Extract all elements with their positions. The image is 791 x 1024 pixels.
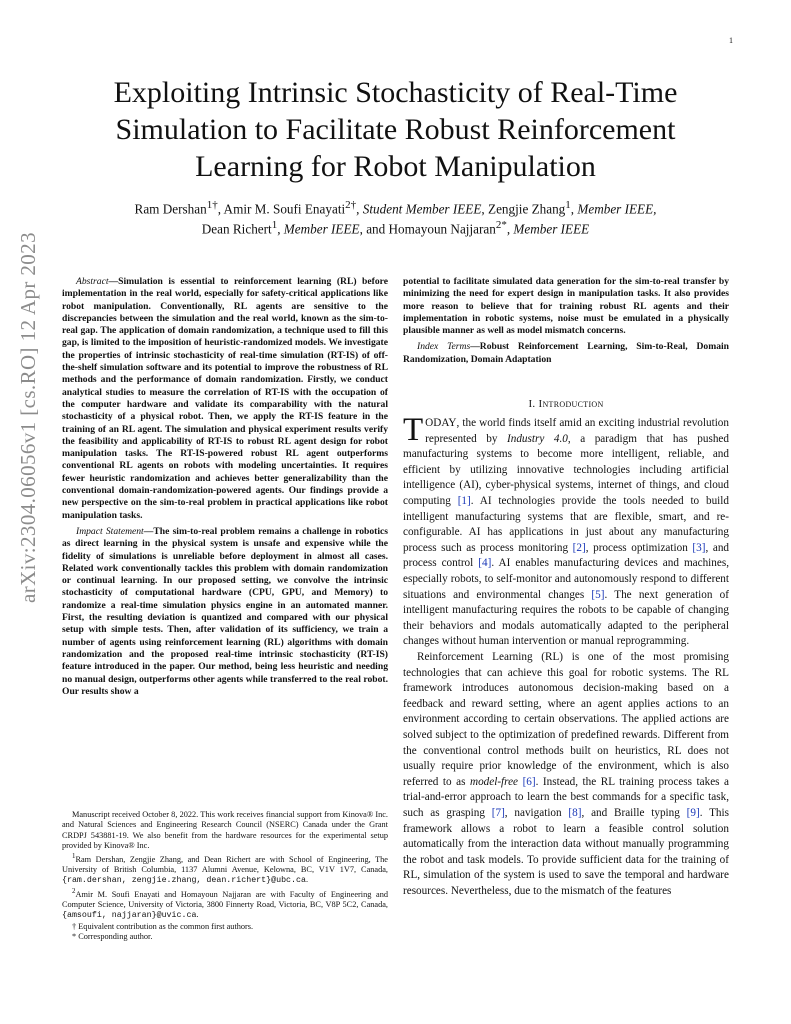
abstract-text: —Simulation is essential to reinforcement learning (RL) before implementation in the real world, especially for safety-critical applications like robot manipulation. Conventionally, RL agents are sensitive to the discrepancies between the simulation and the real world, known as the sim-to-real gap. The application of domain randomization, a technique used to fill this gap, is limited to the imposition of heuristic-randomized models. We investigate the properties of intrinsic stochasticity of real-time simulation (RT-IS) of off-the-shelf simulation software and its potential to improve the robustness of RL methods and the performance of domain randomization. Firstly, we conduct analytical studies to measure the correlation of RT-IS with the occupation of the computer hardware and validate its comparability with the natural stochasticity of a physical robot. Then, we apply the RT-IS feature in the training of an RL agent. The simulation and physical experiment results verify the feasibility and applicability of RT-IS to robust RL agent design for robot manipulation tasks. The RT-IS-powered robust RL agent outperforms conventional RL agents on robots with modeling uncertainties. It requires fewer heuristic randomization and achieves better generalizability than the conventional domain-randomization-powered agents. Our findings provide a new perspective on the sim-to-real problem in practical applications like robot manipulation tasks. [62, 276, 388, 521]
citation-link[interactable]: [9] [686, 806, 700, 819]
impact-statement [62, 526, 388, 698]
section-numeral: I. [528, 398, 536, 411]
author-membership: Member IEEE, [577, 201, 657, 217]
page-number: 1 [729, 36, 733, 45]
author-list: Ram Dershan$^{1\dagger}$, Amir M. Soufi Enayati$^{2\dagger}$, Student Member IEEE, Zengjie Zhang$^1$, Member IEEE, Dean Richert$^1$, Member IEEE, and Homayoun Najjaran$^{2*}$, Member IEEE [134, 199, 657, 237]
author-affiliation-mark: 2* [495, 219, 507, 232]
footnote-text: Amir M. Soufi Enayati and Homayoun Najjaran are with Faculty of Engineering and Computer Science, University of Victoria, 3800 Finnerty Road, Victoria, BC, V8P 5C2, Canada, [62, 889, 388, 909]
impact-statement-continued: potential to facilitate simulated data generation for the sim-to-real transfer by minimizing the need for expert design in manipulation tasks. It also provides more reason to believe that for training robust RL agents and their implementation in robotic systems, noise must be emulated in a physically plausible manner as well as model mismatch concerns. [403, 276, 729, 337]
author-affiliation-mark: 1 [565, 199, 571, 211]
index-terms-label: Index Terms [417, 341, 471, 353]
body-text: , and process control [403, 541, 730, 570]
citation-link[interactable]: [6] [522, 775, 536, 788]
footnote-affiliation-2 [62, 887, 388, 922]
footnote-mark: 2 [72, 887, 76, 895]
footnote-equal-contribution: † Equivalent contribution as the common first authors. [72, 921, 254, 931]
drop-cap: T [403, 412, 424, 449]
author-name: , and Homayoun Najjaran [359, 221, 496, 237]
author-affiliation-mark: 2† [345, 199, 357, 211]
author-name: Ram Dershan [134, 201, 207, 217]
footnote-text: Ram Dershan, Zengjie Zhang, and Dean Richert are with School of Engineering, The University of British Columbia, 1137 Alumni Avenue, Kelowna, BC, V1V 1V7, Canada, [62, 854, 388, 874]
intro-paragraph-2 [403, 650, 729, 900]
citation-link[interactable]: [4] [478, 557, 492, 570]
section-title-initial: I [538, 398, 543, 411]
author-membership: Member IEEE [513, 221, 590, 237]
body-text: . Instead, the RL training process takes a trial-and-error approach to learn the best commands for a specific task, such as grasping [403, 775, 730, 819]
citation-link[interactable]: [3] [692, 541, 706, 554]
body-text: , navigation [504, 806, 569, 819]
author-name: , Zengjie Zhang [481, 201, 566, 217]
email-address[interactable]: {ram.dershan, zengjie.zhang, dean.richert}@ubc.ca [62, 876, 306, 886]
footnotes [62, 810, 388, 942]
footnote-affiliation-1 [62, 852, 388, 887]
left-column [62, 276, 388, 698]
footnote-text: . [305, 875, 309, 885]
email-address[interactable]: {amsoufi, najjaran}@uvic.ca [62, 911, 197, 921]
abstract-label: Abstract [76, 276, 109, 287]
first-word-caps: ODAY [425, 417, 457, 430]
author-name: Dean Richert [201, 221, 272, 237]
abstract [62, 276, 388, 522]
footnote-manuscript: Manuscript received October 8, 2022. This work receives financial support from Kinova® Inc. and Natural Sciences and Engineering Research Council (NSERC) Canada under the Grant CRDPJ 543881-19. We also benefit from the hardware resources for the experimental setup provided by Kinova® Inc. [62, 810, 388, 851]
body-text: , the world finds itself amid an exciting industrial revolution represented by [425, 417, 729, 445]
intro-paragraph-1 [403, 412, 730, 650]
section-heading-introduction [403, 398, 729, 410]
footnote-text: . [196, 910, 199, 920]
citation-link[interactable]: [8] [568, 806, 582, 819]
emphasis-text: Industry 4.0 [507, 432, 568, 445]
body-text: . The next generation of intelligent manufacturing requires the robots to be capable of changing their behaviors and modals automatically adapted to the peripheral changes without human intervention or manual reprogramming. [403, 588, 729, 648]
author-name: , Amir M. Soufi Enayati [217, 201, 346, 217]
body-text: . AI technologies provide the tools needed to build intelligent manufacturing systems that are flexible, smart, and re-configurable. AI has applications in just about any manufacturing process such as process monitoring [403, 495, 729, 554]
author-membership: Member IEEE [283, 221, 360, 237]
body-text: , a paradigm that has pushed manufacturing systems to become more intelligent, reliable, and efficient by utilizing innovative technologies including artificial intelligence (AI), cyber-physical systems, internet of things, and cloud computing [403, 432, 729, 508]
index-terms [403, 341, 729, 366]
footnote-corresponding-author: * Corresponding author. [72, 932, 153, 941]
paper-title: Exploiting Intrinsic Stochasticity of Real-Time Simulation to Facilitate Robust Reinforcement Learning for Robot Manipulation [113, 76, 678, 183]
emphasis-text: model-free [469, 775, 519, 788]
author-affiliation-mark: 1† [206, 199, 218, 211]
index-terms-text: —Robust Reinforcement Learning, Sim-to-Real, Domain Randomization, Domain Adaptation [403, 341, 729, 365]
citation-link[interactable]: [1] [457, 495, 471, 508]
body-text: Reinforcement Learning (RL) is one of the most promising technologies that can achieve this goal for robotic systems. The RL framework introduces autonomous decision-making based on a feedback and reward setting, where an agent applies actions to an environment according to certain observations. The applied actions are solved subject to the optimization of predefined rewards. Different from the conventional control methods built on heuristics, RL does not usually require prior knowledge of the environment, which is also referred to as [403, 650, 729, 788]
body-text: , and Braille typing [581, 806, 687, 819]
body-text: . This framework allows a robot to learn a feasible control solution automatically from the interaction data without manually programming the robot and task models. To provide sufficient data for the training of RL, simulation of the system is used to save the temporal and hardware resources. Nevertheless, due to the mismatch of the features [403, 806, 729, 897]
author-membership: Student Member IEEE [362, 201, 482, 217]
citation-link[interactable]: [5] [591, 588, 605, 601]
impact-statement-text: —The sim-to-real problem remains a challenge in robotics as direct learning in the physical system is unsafe and expensive while the fidelity of simulations is unreliable before deployment in almost all cases. Related work conventionally tackles this problem with domain randomization or continual learning. In our proposed setting, we convolve the intrinsic stochasticity of computational hardware (CPU, GPU, and Memory) to randomize a real-time simulation physics engine in an automated manner. First, the resulting deviation is quantized and compared with our physical setup with simple tests. Then, after validation of its sufficiency, we train a number of agents using reinforcement learning (RL) algorithms with domain randomization and the proposed real-time intrinsic stochasticity (RT-IS) feature introduced in the paper. Our method, being less heuristic and needing no manual design, outperforms other agents while transferred to the real robot. Our results show a [62, 525, 389, 697]
citation-link[interactable]: [2] [572, 541, 586, 554]
impact-statement-label: Impact Statement [76, 525, 144, 537]
section-title-rest: ntroduction [542, 398, 604, 411]
author-affiliation-mark: 1 [271, 219, 278, 232]
body-text: . AI enables manufacturing devices and machines, especially robots, to self-monitor and autonomously respond to different situations and environmental changes [403, 557, 729, 601]
right-column [403, 276, 729, 899]
citation-link[interactable]: [7] [491, 806, 505, 819]
footnote-mark: 1 [72, 852, 76, 860]
body-text: , process optimization [585, 541, 693, 554]
arxiv-identifier-stamp[interactable]: arXiv:2304.06056v1 [cs.RO] 12 Apr 2023 [16, 232, 40, 604]
